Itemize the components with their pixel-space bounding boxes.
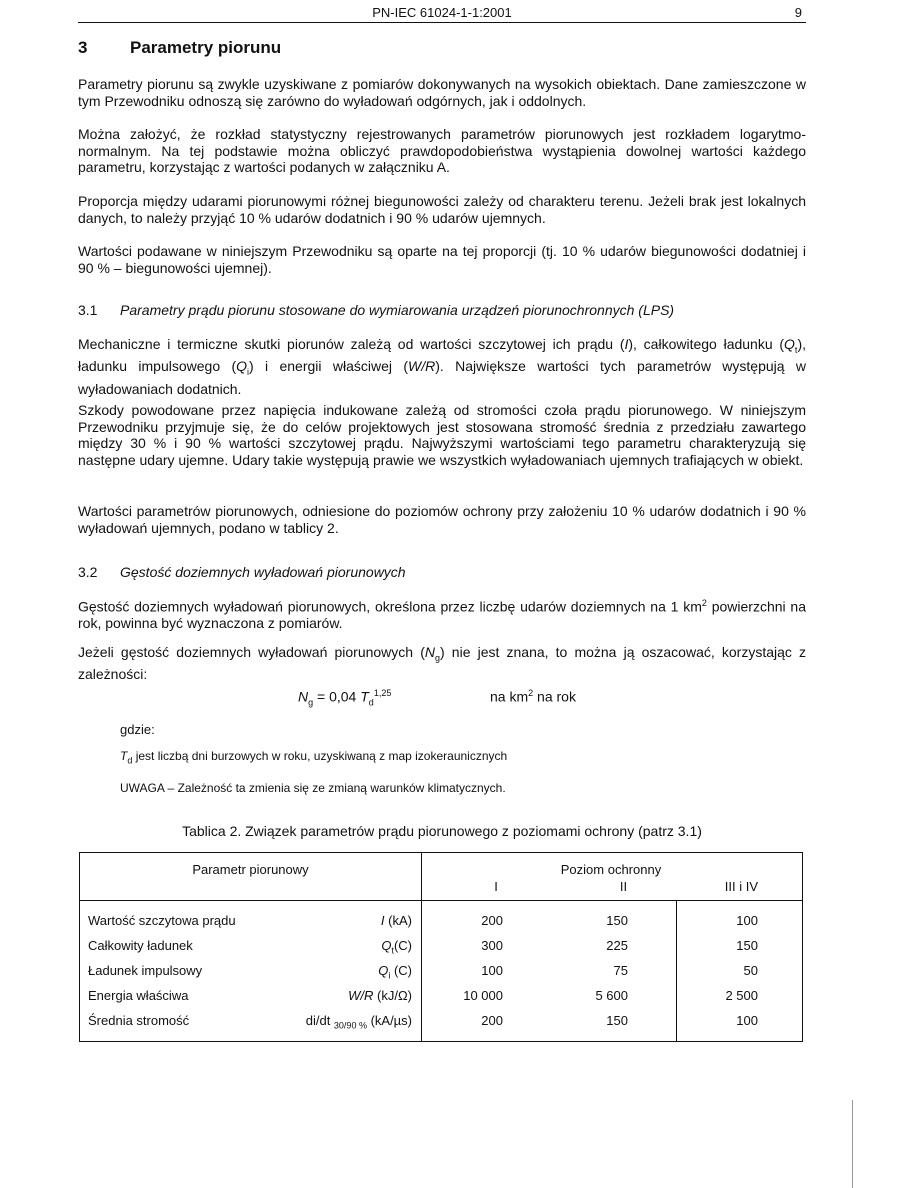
symbol-t: T [360,688,369,705]
value-level-iii-iv: 150 [736,938,758,953]
section-3-2-heading [78,564,406,580]
section-3-1-heading [78,302,674,318]
standard-designation: PN-IEC 61024-1-1:2001 [372,5,512,20]
subscript-g: g [308,697,314,708]
column-header-parameter: Parametr piorunowy [192,862,309,877]
symbol-n: N [424,644,435,660]
value-level-iii-iv: 2 500 [725,988,758,1003]
paragraph-3-2-b [78,644,806,683]
value-level-iii-iv: 100 [736,913,758,928]
row-symbol [260,963,412,981]
value-level-ii: 150 [606,1013,628,1028]
where-definition [120,749,507,765]
section-title: Parametry piorunu [130,38,282,57]
value-level-i: 100 [481,963,503,978]
value-level-i: 10 000 [463,988,503,1003]
unit: (kA/µs) [366,1013,412,1028]
subsection-title: Parametry prądu piorunu stosowane do wymiarowania urządzeń piorunochronnych (LPS) [120,302,675,318]
row-symbol [240,1013,412,1031]
row-parameter-name: Wartość szczytowa prądu [88,913,236,928]
value-level-iii-iv: 100 [736,1013,758,1028]
text-run: ) nie jest znana, to można ją oszacować, korzystając z zależności: [78,644,807,683]
symbol-i: I [624,336,629,352]
where-label: gdzie: [120,722,155,737]
symbol: Q [381,938,392,953]
superscript: 2 [528,688,534,698]
value-level-i: 200 [481,913,503,928]
text-run: Jeżeli gęstość doziemnych wyładowań piorunowych ( [78,644,425,660]
subscript-t: t [794,344,798,355]
text-run: Gęstość doziemnych wyładowań piorunowych, określona przez liczbę udarów doziemnych na 1 km [78,598,702,615]
symbol: I [380,913,385,928]
subscript-d: d [368,697,374,708]
column-header-level: Poziom ochronny [560,862,662,877]
formula-text: = 0,04 [313,688,361,705]
subscript-g: g [435,652,441,663]
row-symbol [260,938,412,956]
level-header-i: I [494,879,498,894]
paragraph-3: Proporcja między udarami piorunowymi różnej biegunowości zależy od charakteru terenu. Jeżeli brak jest lokalnych danych, to należy przyjąć 10 % udarów dodatnich i 90 % udarów ujemnych. [78,193,806,226]
row-parameter-name: Całkowity ładunek [88,938,193,953]
text-run: ), całkowitego ładunku ( [628,336,785,352]
unit: (C) [393,938,412,953]
symbol-n: N [298,688,309,705]
level-header-iii-iv: III i IV [724,879,758,894]
density-formula [298,688,391,707]
text-run: Mechaniczne i termiczne skutki piorunów zależą od wartości szczytowej ich prądu ( [78,336,625,352]
text-run: ) i energii właściwej ( [249,358,409,375]
section-number: 3 [78,38,88,57]
symbol-wr: W/R [408,358,436,375]
page-header [78,4,806,23]
superscript: 2 [701,598,707,608]
value-level-ii: 5 600 [595,988,628,1003]
symbol: di/dt [305,1013,334,1028]
paragraph-2: Można założyć, że rozkład statystyczny rejestrowanych parametrów piorunowych jest rozkładem logarytmo-normalnym. Na tej podstawie można obliczyć prawdopodobieństwa wystąpienia dowolnej wartości każdego parametru, korzystając z wartości podanych w załączniku A. [78,126,806,175]
paragraph-3-1-a [78,336,806,397]
subsection-title: Gęstość doziemnych wyładowań piorunowych [120,564,406,580]
parameters-table [79,852,803,1042]
text-run: ). Największe wartości tych parametrów występują w wyładowaniach dodatnich. [78,358,806,397]
subsection-number: 3.2 [78,564,98,580]
value-level-ii: 225 [606,938,628,953]
value-level-ii: 150 [606,913,628,928]
value-level-i: 300 [481,938,503,953]
paragraph-1: Parametry piorunu są zwykle uzyskiwane z pomiarów dokonywanych na wysokich obiektach. Dane zamieszczone w tym Przewodniku odnoszą się zarówno do wyładowań odgórnych, jak i oddolnych. [78,76,806,109]
subscript-i: i [247,367,250,378]
unit: (kA) [384,913,412,928]
subscript: 30/90 % [333,1020,367,1031]
paragraph-3-1-c: Wartości parametrów piorunowych, odniesione do poziomów ochrony przy założeniu 10 % udarów dodatnich i 90 % wyładowań ujemnych, podano w tablicy 2. [78,503,806,536]
row-symbol [260,988,412,1003]
subsection-number: 3.1 [78,302,98,318]
level-header-ii: II [619,879,628,894]
paragraph-3-1-b: Szkody powodowane przez napięcia indukowane zależą od stromości czoła prądu piorunowego. W niniejszym Przewodniku przyjmuje się, że do celów projektowych jest stosowana stromość średnia z przedziału zawartego między 30 % i 90 % wartości szczytowej prądu. Najwyższymi wartościami tego parametru charakteryzują się następne udary ujemne. Udary takie występują prawie we wszystkich wyładowaniach ujemnych trafiających w obiekt. [78,402,806,468]
value-level-iii-iv: 50 [743,963,758,978]
unit: (kJ/Ω) [373,988,412,1003]
symbol-q: Q [784,336,795,352]
text-run: powierzchni na rok, powinna być wyznaczona z pomiarów. [78,598,807,632]
exponent: 1,25 [373,688,392,698]
symbol: Q [378,963,389,978]
unit: (C) [390,963,412,978]
symbol-q: Q [236,358,248,375]
value-level-i: 200 [481,1013,503,1028]
unit-text: na rok [533,688,576,705]
paragraph-4: Wartości podawane w niniejszym Przewodniku są oparte na tej proporcji (tj. 10 % udarów biegunowości dodatniej i 90 % – biegunowości ujemnej). [78,243,806,276]
subscript: t [391,945,394,956]
symbol-t: T [120,749,128,763]
paragraph-3-2-a [78,595,806,632]
page-number: 9 [794,5,802,20]
table-caption: Tablica 2. Związek parametrów prądu piorunowego z poziomami ochrony (patrz 3.1) [182,823,702,839]
unit-text: na km [490,688,529,705]
symbol: W/R [348,988,374,1003]
note: UWAGA – Zależność ta zmienia się ze zmianą warunków klimatycznych. [120,781,506,795]
subscript: i [388,970,391,981]
formula-unit [490,688,576,705]
row-parameter-name: Średnia stromość [88,1013,190,1028]
value-level-ii: 75 [613,963,628,978]
text-run: ), ładunku impulsowego ( [78,336,806,375]
row-parameter-name: Energia właściwa [88,988,189,1003]
section-3-heading [78,38,281,58]
row-symbol [260,913,412,928]
row-parameter-name: Ładunek impulsowy [88,963,203,978]
definition-text: jest liczbą dni burzowych w roku, uzyskiwaną z map izokeraunicznych [132,749,508,763]
scan-artifact-line [852,1100,853,1188]
subscript-d: d [127,755,133,766]
